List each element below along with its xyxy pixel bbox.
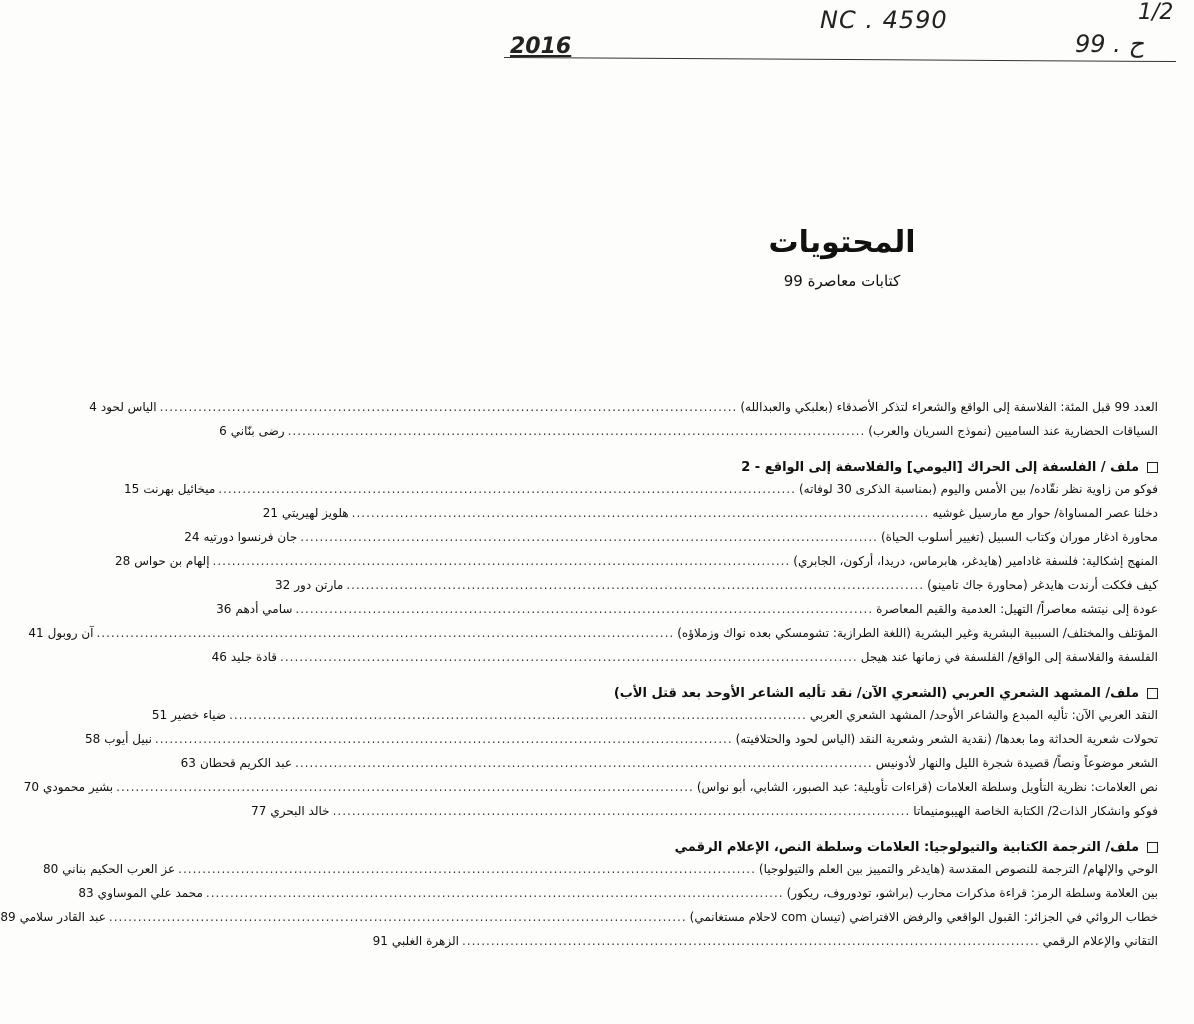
page-title: المحتويات [768, 225, 916, 260]
section-heading: ملف/ الترجمة الكتابية والتيولوجيا: العلامات وسلطة النص، الإعلام الرقمي [530, 832, 1158, 862]
toc-entry: الوحي والإلهام/ الترجمة للنصوص المقدسة (هايدغر والتمييز بين العلم والتيولوجيا) ..... عز العرب الحكيم بناني 80 [530, 862, 1158, 886]
toc-entry: الشعر موضوعاً ونصاً/ قصيدة شجرة الليل والنهار لأدونيس ..... عبد الكريم قحطان 63 [530, 756, 1158, 780]
toc-entry: دخلنا عصر المساواة/ حوار مع مارسيل غوشيه ..... هلويز لهيريتي 21 [530, 506, 1158, 530]
handwritten-catalog-code: NC . 4590 [820, 6, 948, 34]
toc-entry: بين العلامة وسلطة الرمز: قراءة مذكرات محارب (براشو، تودوروف، ريكور) ..... محمد علي الموساوي 83 [530, 886, 1158, 910]
square-bullet-icon [1147, 688, 1158, 699]
handwritten-fraction: 1/2 [1138, 0, 1174, 25]
toc-entry: فوكو وانشكار الذات2/ الكتابة الخاصة الهيبومنيماتا ..... خالد البحري 77 [530, 804, 1158, 828]
toc-entry: كيف فككت أرندت هايدغر (محاورة جاك تامينو) ..... مارتن دور 32 [530, 578, 1158, 602]
toc-entry: تحولات شعرية الحداثة وما بعدها/ (نقدية الشعر وشعرية النقد (الياس لحود والحتلافيته) ..... نبيل أيوب 58 [530, 732, 1158, 756]
handwritten-issue-number: 99 . ح [1075, 30, 1144, 58]
section-heading: ملف / الفلسفة إلى الحراك [اليومي] والفلاسفة إلى الواقع - 2 [530, 452, 1158, 482]
square-bullet-icon [1147, 842, 1158, 853]
toc-entry: خطاب الروائي في الجزائر: القبول الواقعي والرفض الافتراضي (تيسان com لاحلام مستغانمي) ..... عبد القادر سلامي 89 [530, 910, 1158, 934]
page-subtitle: كتابات معاصرة 99 [783, 272, 901, 290]
handwritten-year: 2016 [510, 34, 572, 59]
section-heading: ملف/ المشهد الشعري العربي (الشعري الآن/ نقد تأليه الشاعر الأوحد بعد قتل الأب) [530, 678, 1158, 708]
toc-entry: المؤتلف والمختلف/ السببية البشرية وغير البشرية (اللغة الطرازية: تشومسكي بعده نواك وزملاؤه) ..... آن روبول 41 [530, 626, 1158, 650]
toc-entry: محاورة ادغار موران وكتاب السبيل (تغيير أسلوب الحياة) ..... جان فرنسوا دورتيه 24 [530, 530, 1158, 554]
toc-entry: الفلسفة والفلاسفة إلى الواقع/ الفلسفة في زمانها عند هيجل ..... قادة جليد 46 [530, 650, 1158, 674]
toc-entry: عودة إلى نيتشه معاصراً/ التهيل: العدمية والقيم المعاصرة ..... سامي أدهم 36 [530, 602, 1158, 626]
toc-entry: فوكو من زاوية نظر نقّاده/ بين الأمس واليوم (بمناسبة الذكرى 30 لوفاته) ..... ميخائيل بهرنت 15 [530, 482, 1158, 506]
contents-list [0, 400, 1158, 958]
toc-entry: التقاني والإعلام الرقمي ..... الزهرة الغلبي 91 [530, 934, 1158, 958]
toc-entry: المنهج إشكالية: فلسفة غادامير (هايدغر، هابرماس، دريدا، أركون، الجابري) ..... إلهام بن حواس 28 [530, 554, 1158, 578]
square-bullet-icon [1147, 462, 1158, 473]
toc-entry: النقد العربي الآن: تأليه المبدع والشاعر الأوحد/ المشهد الشعري العربي ..... ضياء خضير 51 [530, 708, 1158, 732]
toc-entry: العدد 99 قبل المئة: الفلاسفة إلى الواقع والشعراء لتذكر الأصدقاء (بعلبكي والعبدالله) ..... الياس لحود 4 [530, 400, 1158, 424]
toc-entry: السياقات الحضارية عند الساميين (نموذج السريان والعرب) ..... رضى بنّاني 6 [530, 424, 1158, 448]
toc-entry: نص العلامات: نظرية التأويل وسلطة العلامات (قراءات تأويلية: عبد الصبور، الشابي، أبو نواس) ..... بشير محمودي 70 [530, 780, 1158, 804]
